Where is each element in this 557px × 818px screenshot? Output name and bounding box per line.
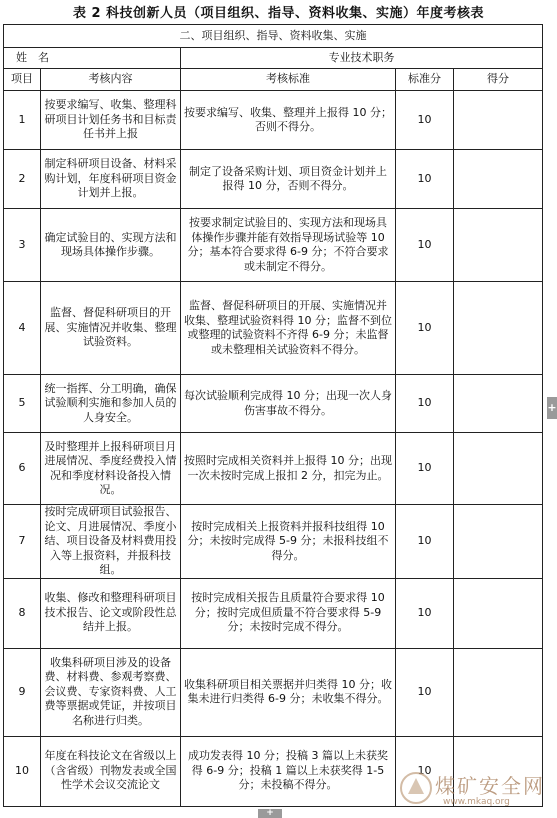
- row-content: 收集科研项目涉及的设备费、材料费、参观考察费、会议费、专家资料费、人工费等票据或凭证，并按项目名称进行归类。: [41, 648, 181, 736]
- position-label: 专业技术职务: [181, 48, 543, 69]
- table-row: [4, 209, 543, 282]
- header-std-score: 标准分: [396, 69, 454, 91]
- table-row: [4, 375, 543, 433]
- table-row: [4, 282, 543, 375]
- row-standard: 制定了设备采购计划、项目资金计划并上报得 10 分，否则不得分。: [181, 150, 396, 209]
- row-num: 7: [4, 505, 41, 579]
- row-content: 统一指挥、分工明确，确保试验顺利实施和参加人员的人身安全。: [41, 375, 181, 433]
- row-num: 2: [4, 150, 41, 209]
- row-score[interactable]: [454, 648, 543, 736]
- row-std-score: 10: [396, 282, 454, 375]
- name-row: [4, 48, 543, 69]
- row-std-score: 10: [396, 433, 454, 505]
- table-row: [4, 433, 543, 505]
- row-standard: 每次试验顺利完成得 10 分；出现一次人身伤害事故不得分。: [181, 375, 396, 433]
- row-standard: 成功发表得 10 分；投稿 3 篇以上未获奖得 6-9 分；投稿 1 篇以上未获奖得 1-5 分；未投稿不得分。: [181, 736, 396, 806]
- row-std-score: 10: [396, 209, 454, 282]
- table-row: [4, 150, 543, 209]
- table-row: [4, 505, 543, 579]
- table-title: 表 2 科技创新人员（项目组织、指导、资料收集、实施）年度考核表: [72, 6, 485, 21]
- header-standard: 考核标准: [181, 69, 396, 91]
- header-item: 项目: [4, 69, 41, 91]
- row-standard: 监督、督促科研项目的开展、实施情况并收集、整理试验资料得 10 分；监督不到位或整理的试验资料不齐得 6-9 分；未监督或未整理相关试验资料不得分。: [181, 282, 396, 375]
- row-std-score: 10: [396, 578, 454, 648]
- row-num: 1: [4, 91, 41, 150]
- row-standard: 按时完成相关上报资料并报科技组得 10 分；未按时完成得 5-9 分；未报科技组不得分。: [181, 505, 396, 579]
- row-score[interactable]: [454, 505, 543, 579]
- row-score[interactable]: [454, 150, 543, 209]
- row-standard: 按照时完成相关资料并上报得 10 分；出现一次未按时完成上报扣 2 分，扣完为止。: [181, 433, 396, 505]
- row-std-score: 10: [396, 648, 454, 736]
- table-row: [4, 91, 543, 150]
- expand-right-button[interactable]: +: [547, 397, 557, 419]
- watermark-url: www.mkaq.org: [443, 797, 510, 807]
- row-content: 收集、修改和整理科研项目技术报告、论文或阶段性总结并上报。: [41, 578, 181, 648]
- header-row: [4, 69, 543, 91]
- row-num: 6: [4, 433, 41, 505]
- watermark-logo-icon: [399, 768, 433, 808]
- row-num: 9: [4, 648, 41, 736]
- row-num: 8: [4, 578, 41, 648]
- watermark-text: 煤矿安全网: [435, 774, 545, 798]
- row-std-score: 10: [396, 375, 454, 433]
- row-content: 制定科研项目设备、材料采购计划，年度科研项目资金计划并上报。: [41, 150, 181, 209]
- row-num: 4: [4, 282, 41, 375]
- table-row: [4, 578, 543, 648]
- row-num: 3: [4, 209, 41, 282]
- section-title: 二、项目组织、指导、资料收集、实施: [4, 25, 543, 48]
- row-standard: 按时完成相关报告且质量符合要求得 10 分；按时完成但质量不符合要求得 5-9 分；未按时完成不得分。: [181, 578, 396, 648]
- row-score[interactable]: [454, 91, 543, 150]
- row-std-score: 10: [396, 91, 454, 150]
- site-watermark: [399, 768, 549, 810]
- row-content: 监督、督促科研项目的开展、实施情况并收集、整理试验资料。: [41, 282, 181, 375]
- assessment-table: [3, 24, 543, 807]
- row-score[interactable]: [454, 578, 543, 648]
- row-content: 按要求编写、收集、整理科研项目计划任务书和目标责任书并上报: [41, 91, 181, 150]
- row-standard: 按要求编写、收集、整理并上报得 10 分；否则不得分。: [181, 91, 396, 150]
- row-score[interactable]: [454, 433, 543, 505]
- row-num: 5: [4, 375, 41, 433]
- header-content: 考核内容: [41, 69, 181, 91]
- row-score[interactable]: [454, 375, 543, 433]
- header-score: 得分: [454, 69, 543, 91]
- row-num: 10: [4, 736, 41, 806]
- row-score[interactable]: [454, 209, 543, 282]
- row-std-score: 10: [396, 505, 454, 579]
- name-label: 姓 名: [4, 48, 181, 69]
- expand-bottom-button[interactable]: +: [258, 809, 282, 818]
- row-content: 确定试验目的、实现方法和现场具体操作步骤。: [41, 209, 181, 282]
- section-row: [4, 25, 543, 48]
- row-score[interactable]: [454, 282, 543, 375]
- row-standard: 收集科研项目相关票据并归类得 10 分；收集未进行归类得 6-9 分；未收集不得分。: [181, 648, 396, 736]
- row-std-score: 10: [396, 736, 454, 806]
- row-content: 按时完成研项目试验报告、论文、月进展情况、季度小结、项目设备及材料费用投入等上报资料，并报科技组。: [41, 505, 181, 579]
- row-content: 年度在科技论文在省级以上（含省级）刊物发表或全国性学术会议交流论文: [41, 736, 181, 806]
- row-std-score: 10: [396, 150, 454, 209]
- table-row: [4, 648, 543, 736]
- row-standard: 按要求制定试验目的、实现方法和现场具体操作步骤并能有效指导现场试验等 10 分；基本符合要求得 6-9 分；不符合要求或未制定不得分。: [181, 209, 396, 282]
- row-content: 及时整理并上报科研项目月进展情况、季度经费投入情况和季度材料设备投入情况。: [41, 433, 181, 505]
